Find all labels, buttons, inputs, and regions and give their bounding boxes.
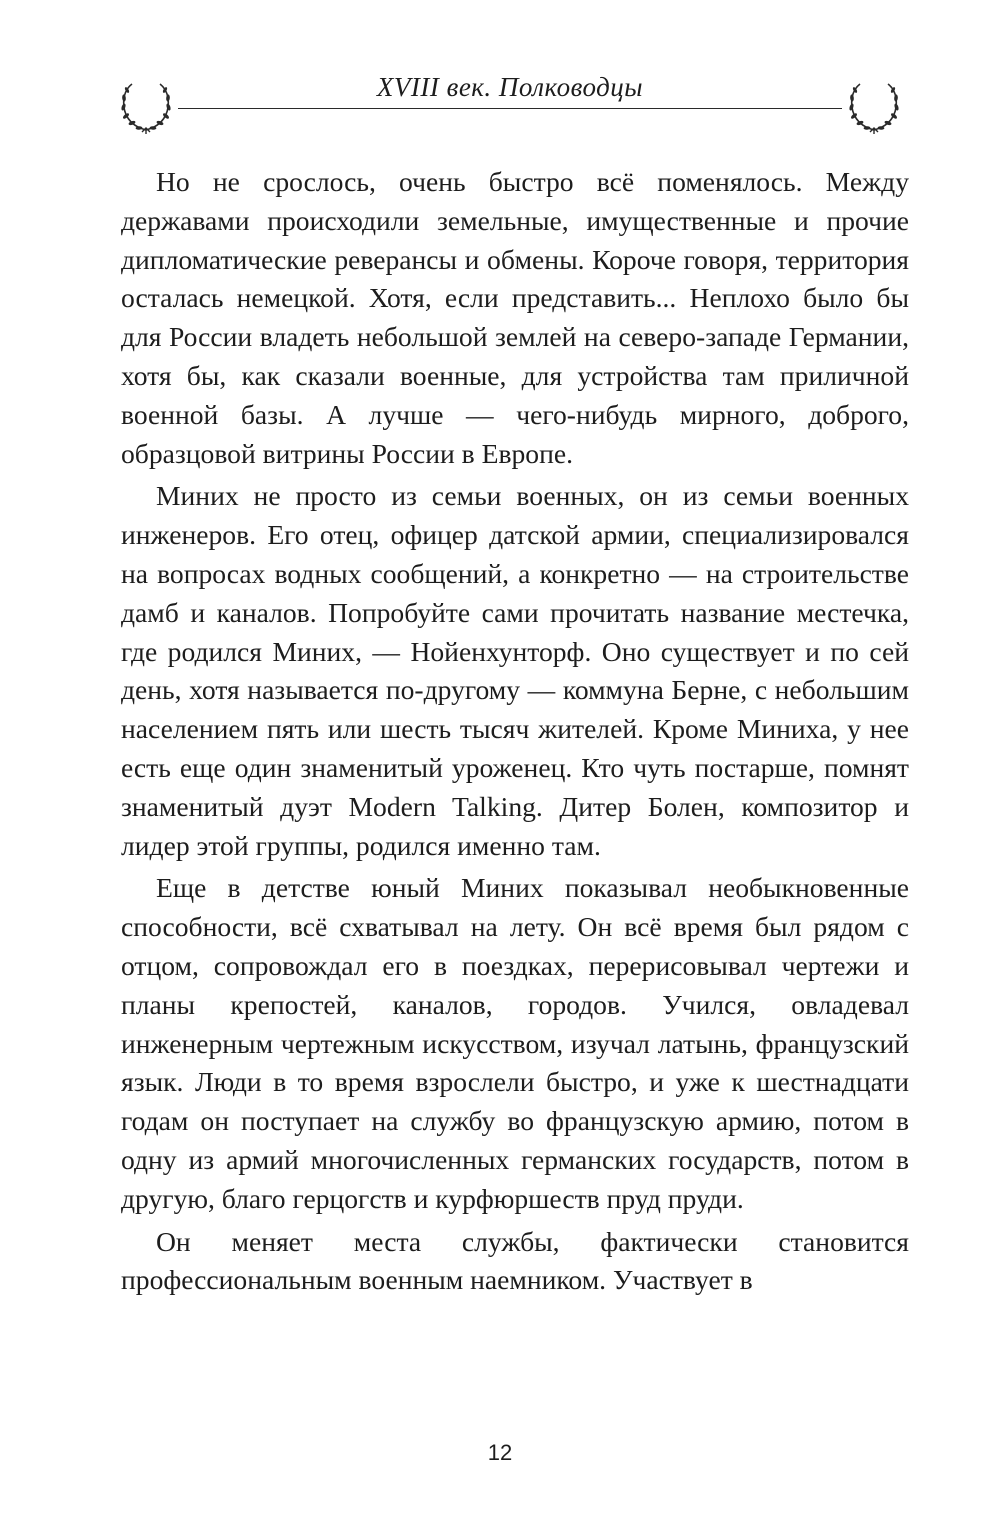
page-number: 12 xyxy=(487,1440,513,1465)
header-divider xyxy=(178,108,842,109)
paragraph-1: Но не срослось, очень быстро всё поменялось. Между державами происходили земельные, имущественные и прочие дипломатические реверансы и обмены. Короче говоря, территория осталась немецкой. Хотя, если представить... Неплохо было бы для России владеть небольшой землей на северо-западе Германии, хотя бы, как сказали военные, для устройства там приличной военной базы. А лучше — чего-нибудь мирного, доброго, образцовой витрины России в Европе. xyxy=(121,166,909,469)
laurel-wreath-icon xyxy=(844,76,904,136)
paragraph-4: Он меняет места службы, фактически становится профессиональным военным наемником. Участвует в xyxy=(121,1225,909,1296)
body-text xyxy=(121,163,909,1304)
running-header xyxy=(110,60,910,140)
running-header-title: XVIII век. Полководцы xyxy=(376,72,644,102)
paragraph-3: Еще в детстве юный Миних показывал необыкновенные способности, всё схватывал на лету. Он всё время был рядом с отцом, сопровождал его в поездках, перерисовывал чертежи и планы крепостей, каналов, городов. Учился, овладевал инженерным чертежным искусством, изучал латынь, французский язык. Люди в то время взрослели быстро, и уже к шестнадцати годам он поступает на службу во французскую армию, потом в одну из армий многочисленных германских государств, потом в другую, благо герцогств и курфюршеств пруд пруди. xyxy=(121,872,909,1214)
paragraph-2: Миних не просто из семьи военных, он из семьи военных инженеров. Его отец, офицер датской армии, специализировался на вопросах водных сообщений, а конкретно — на строительстве дамб и каналов. Попробуйте сами прочитать название местечка, где родился Миних, — Нойенхунторф. Оно существует и по сей день, хотя называется по-другому — коммуна Берне, с небольшим населением пять или шесть тысяч жителей. Кроме Миниха, у нее есть еще один знаменитый уроженец. Кто чуть постарше, помнят знаменитый дуэт Modern Talking. Дитер Болен, композитор и лидер этой группы, родился именно там. xyxy=(121,480,909,861)
